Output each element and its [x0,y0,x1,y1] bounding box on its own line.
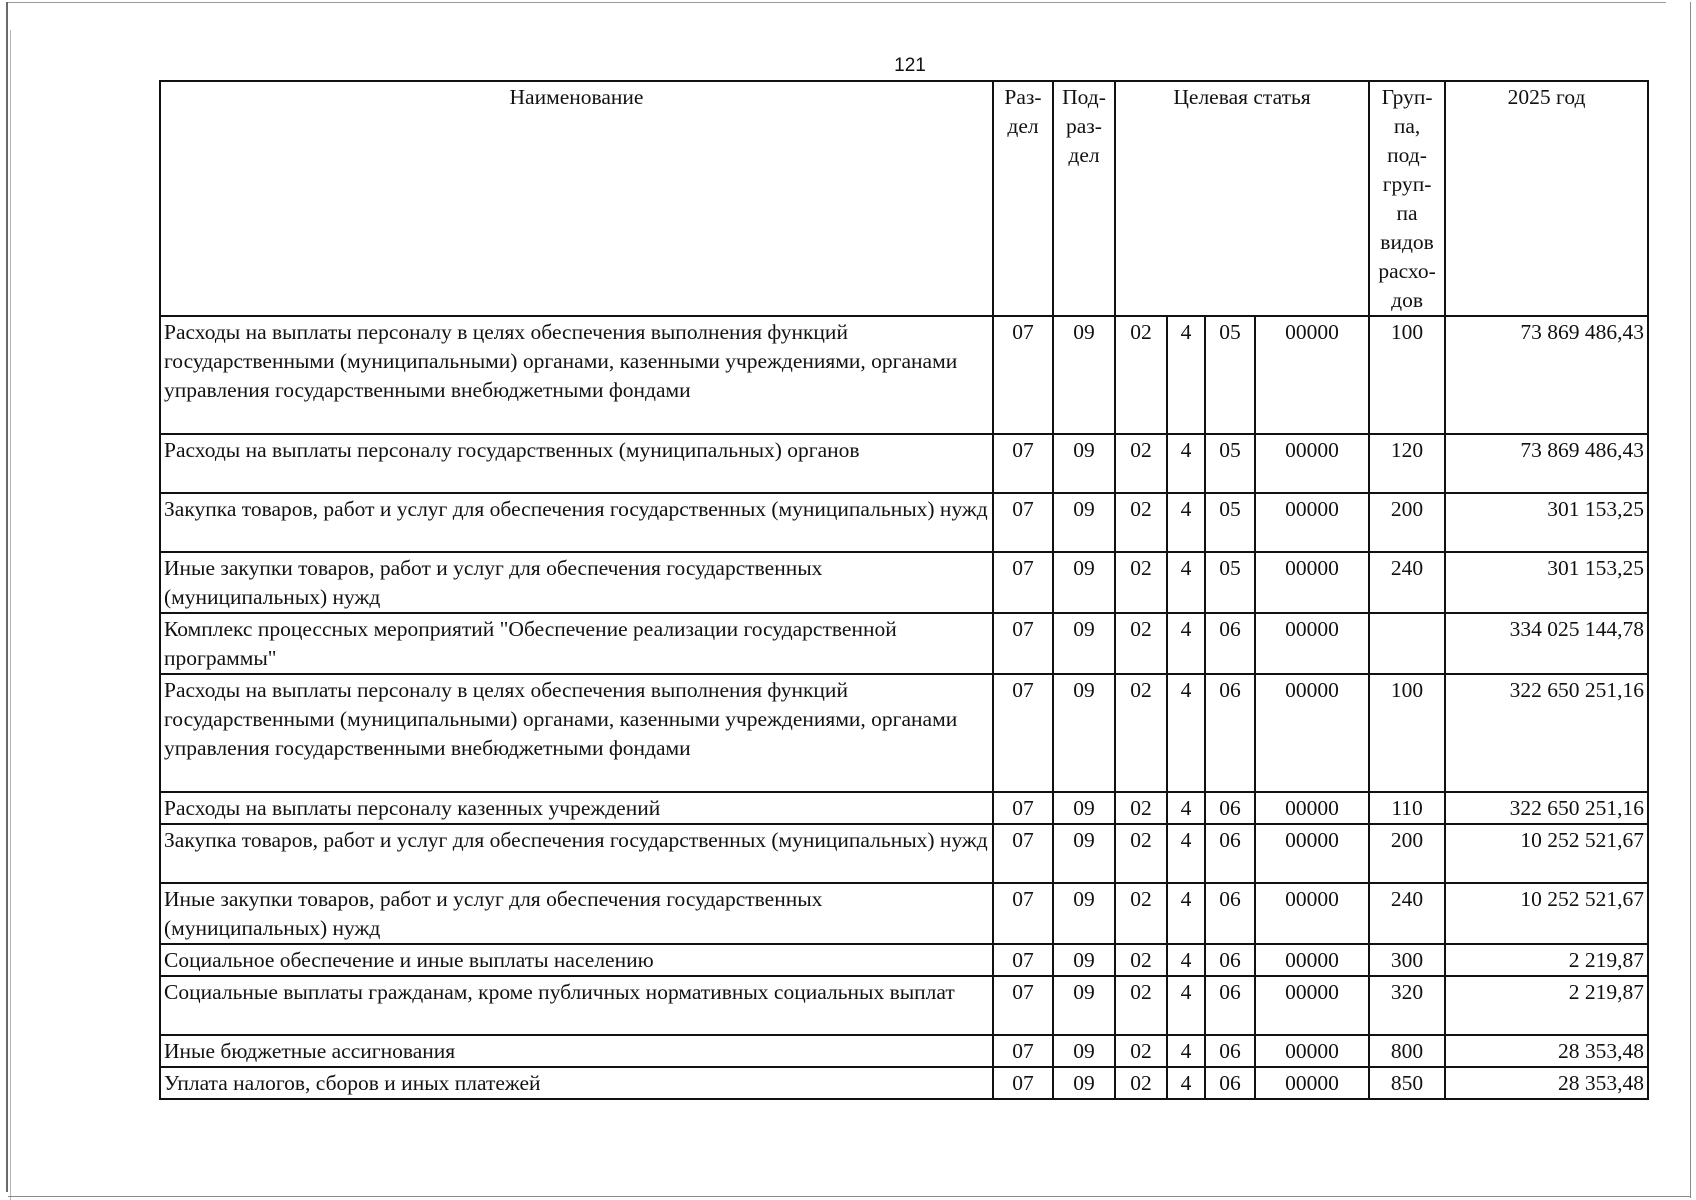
scan-edge-bottom [8,1196,1690,1197]
cell-name: Расходы на выплаты персоналу казенных учреждений [160,792,993,824]
table-row [160,1035,1648,1067]
cell-expense-group [1369,613,1445,674]
cell-name: Уплата налогов, сборов и иных платежей [160,1067,993,1099]
cell-target-complex: 05 [1205,493,1255,552]
cell-amount: 301 153,25 [1445,552,1648,613]
header-year-2025: 2025 год [1445,81,1648,316]
cell-target-type: 4 [1167,1067,1205,1099]
cell-target-program: 02 [1115,792,1167,824]
cell-expense-group: 850 [1369,1067,1445,1099]
cell-target-direction: 00000 [1255,792,1369,824]
cell-target-type: 4 [1167,552,1205,613]
cell-razdel: 07 [993,944,1053,976]
cell-target-direction: 00000 [1255,1035,1369,1067]
cell-expense-group: 200 [1369,824,1445,883]
cell-target-direction: 00000 [1255,1067,1369,1099]
cell-target-program: 02 [1115,493,1167,552]
cell-expense-group: 100 [1369,674,1445,792]
cell-target-direction: 00000 [1255,883,1369,944]
cell-podrazdel: 09 [1053,824,1115,883]
scan-edge-top [6,2,1666,3]
cell-name: Иные бюджетные ассигнования [160,1035,993,1067]
cell-target-program: 02 [1115,434,1167,493]
cell-name: Расходы на выплаты персоналу в целях обеспечения выполнения функций государственными (муниципальными) органами, казенными учреждениями, органами управления государственными внебюджетными фондами [160,316,993,434]
cell-expense-group: 240 [1369,552,1445,613]
cell-razdel: 07 [993,976,1053,1035]
cell-target-program: 02 [1115,883,1167,944]
cell-target-program: 02 [1115,976,1167,1035]
header-razdel [993,81,1053,316]
cell-target-type: 4 [1167,316,1205,434]
header-expense-group [1369,81,1445,316]
cell-target-direction: 00000 [1255,316,1369,434]
table-row [160,976,1648,1035]
cell-name: Закупка товаров, работ и услуг для обеспечения государственных (муниципальных) нужд [160,824,993,883]
page-number: 121 [894,55,926,76]
cell-target-direction: 00000 [1255,434,1369,493]
cell-amount: 28 353,48 [1445,1035,1648,1067]
cell-target-type: 4 [1167,434,1205,493]
cell-amount: 10 252 521,67 [1445,824,1648,883]
cell-target-complex: 06 [1205,1035,1255,1067]
cell-target-type: 4 [1167,1035,1205,1067]
cell-podrazdel: 09 [1053,976,1115,1035]
cell-name: Расходы на выплаты персоналу государственных (муниципальных) органов [160,434,993,493]
scan-edge-right [1690,2,1691,1198]
table-row [160,316,1648,434]
scan-edge-left [6,2,8,1192]
cell-expense-group: 300 [1369,944,1445,976]
cell-name: Расходы на выплаты персоналу в целях обеспечения выполнения функций государственными (муниципальными) органами, казенными учреждениями, органами управления государственными внебюджетными фондами [160,674,993,792]
cell-razdel: 07 [993,792,1053,824]
cell-amount: 322 650 251,16 [1445,792,1648,824]
cell-razdel: 07 [993,883,1053,944]
table-row [160,434,1648,493]
cell-target-complex: 05 [1205,434,1255,493]
cell-razdel: 07 [993,1067,1053,1099]
header-target-article: Целевая статья [1115,81,1369,316]
header-razdel-text: Раз- дел [1004,85,1042,138]
cell-name: Иные закупки товаров, работ и услуг для обеспечения государственных (муниципальных) нужд [160,552,993,613]
cell-amount: 2 219,87 [1445,944,1648,976]
cell-target-type: 4 [1167,792,1205,824]
scan-edge-left-inner [10,30,11,1200]
cell-target-complex: 06 [1205,944,1255,976]
cell-podrazdel: 09 [1053,944,1115,976]
cell-podrazdel: 09 [1053,883,1115,944]
cell-target-complex: 06 [1205,1067,1255,1099]
cell-target-direction: 00000 [1255,944,1369,976]
cell-target-type: 4 [1167,944,1205,976]
cell-target-complex: 06 [1205,824,1255,883]
header-podrazdel [1053,81,1115,316]
cell-razdel: 07 [993,824,1053,883]
cell-name: Закупка товаров, работ и услуг для обеспечения государственных (муниципальных) нужд [160,493,993,552]
cell-target-direction: 00000 [1255,613,1369,674]
cell-target-complex: 05 [1205,552,1255,613]
cell-name: Социальное обеспечение и иные выплаты населению [160,944,993,976]
cell-target-direction: 00000 [1255,824,1369,883]
cell-name: Комплекс процессных мероприятий "Обеспечение реализации государственной программы" [160,613,993,674]
cell-amount: 10 252 521,67 [1445,883,1648,944]
budget-table [159,80,1649,1100]
cell-expense-group: 240 [1369,883,1445,944]
header-podrazdel-text: Под- раз- дел [1062,85,1106,167]
cell-target-program: 02 [1115,1067,1167,1099]
table-header-row [160,81,1648,316]
cell-target-type: 4 [1167,976,1205,1035]
table-body [160,316,1648,1099]
cell-podrazdel: 09 [1053,613,1115,674]
cell-podrazdel: 09 [1053,1035,1115,1067]
cell-podrazdel: 09 [1053,674,1115,792]
cell-razdel: 07 [993,493,1053,552]
cell-amount: 322 650 251,16 [1445,674,1648,792]
cell-podrazdel: 09 [1053,1067,1115,1099]
cell-target-program: 02 [1115,552,1167,613]
table-row [160,493,1648,552]
cell-expense-group: 800 [1369,1035,1445,1067]
cell-target-complex: 06 [1205,674,1255,792]
cell-razdel: 07 [993,1035,1053,1067]
cell-podrazdel: 09 [1053,552,1115,613]
table-row [160,944,1648,976]
cell-amount: 73 869 486,43 [1445,434,1648,493]
cell-target-direction: 00000 [1255,493,1369,552]
cell-amount: 2 219,87 [1445,976,1648,1035]
cell-razdel: 07 [993,434,1053,493]
cell-expense-group: 100 [1369,316,1445,434]
cell-target-program: 02 [1115,944,1167,976]
table-row [160,613,1648,674]
cell-podrazdel: 09 [1053,792,1115,824]
table-row [160,883,1648,944]
cell-target-type: 4 [1167,613,1205,674]
header-name: Наименование [160,81,993,316]
header-expense-group-text: Груп- па, под- груп- па видов расхо- дов [1378,85,1436,312]
cell-target-direction: 00000 [1255,552,1369,613]
cell-amount: 28 353,48 [1445,1067,1648,1099]
cell-target-direction: 00000 [1255,674,1369,792]
cell-target-type: 4 [1167,674,1205,792]
cell-target-type: 4 [1167,824,1205,883]
cell-razdel: 07 [993,674,1053,792]
cell-expense-group: 320 [1369,976,1445,1035]
cell-podrazdel: 09 [1053,493,1115,552]
cell-target-type: 4 [1167,493,1205,552]
cell-razdel: 07 [993,316,1053,434]
cell-name: Иные закупки товаров, работ и услуг для обеспечения государственных (муниципальных) нужд [160,883,993,944]
table-row [160,1067,1648,1099]
cell-target-complex: 06 [1205,792,1255,824]
cell-target-program: 02 [1115,674,1167,792]
table-row [160,552,1648,613]
cell-target-direction: 00000 [1255,976,1369,1035]
cell-podrazdel: 09 [1053,316,1115,434]
cell-amount: 301 153,25 [1445,493,1648,552]
cell-amount: 73 869 486,43 [1445,316,1648,434]
cell-target-program: 02 [1115,316,1167,434]
cell-target-complex: 06 [1205,883,1255,944]
cell-podrazdel: 09 [1053,434,1115,493]
cell-expense-group: 200 [1369,493,1445,552]
cell-target-program: 02 [1115,824,1167,883]
cell-target-complex: 05 [1205,316,1255,434]
cell-razdel: 07 [993,552,1053,613]
cell-amount: 334 025 144,78 [1445,613,1648,674]
cell-target-program: 02 [1115,1035,1167,1067]
cell-target-type: 4 [1167,883,1205,944]
cell-razdel: 07 [993,613,1053,674]
cell-target-program: 02 [1115,613,1167,674]
cell-target-complex: 06 [1205,976,1255,1035]
table-row [160,674,1648,792]
cell-expense-group: 110 [1369,792,1445,824]
table-row [160,824,1648,883]
cell-expense-group: 120 [1369,434,1445,493]
table-row [160,792,1648,824]
cell-target-complex: 06 [1205,613,1255,674]
cell-name: Социальные выплаты гражданам, кроме публичных нормативных социальных выплат [160,976,993,1035]
